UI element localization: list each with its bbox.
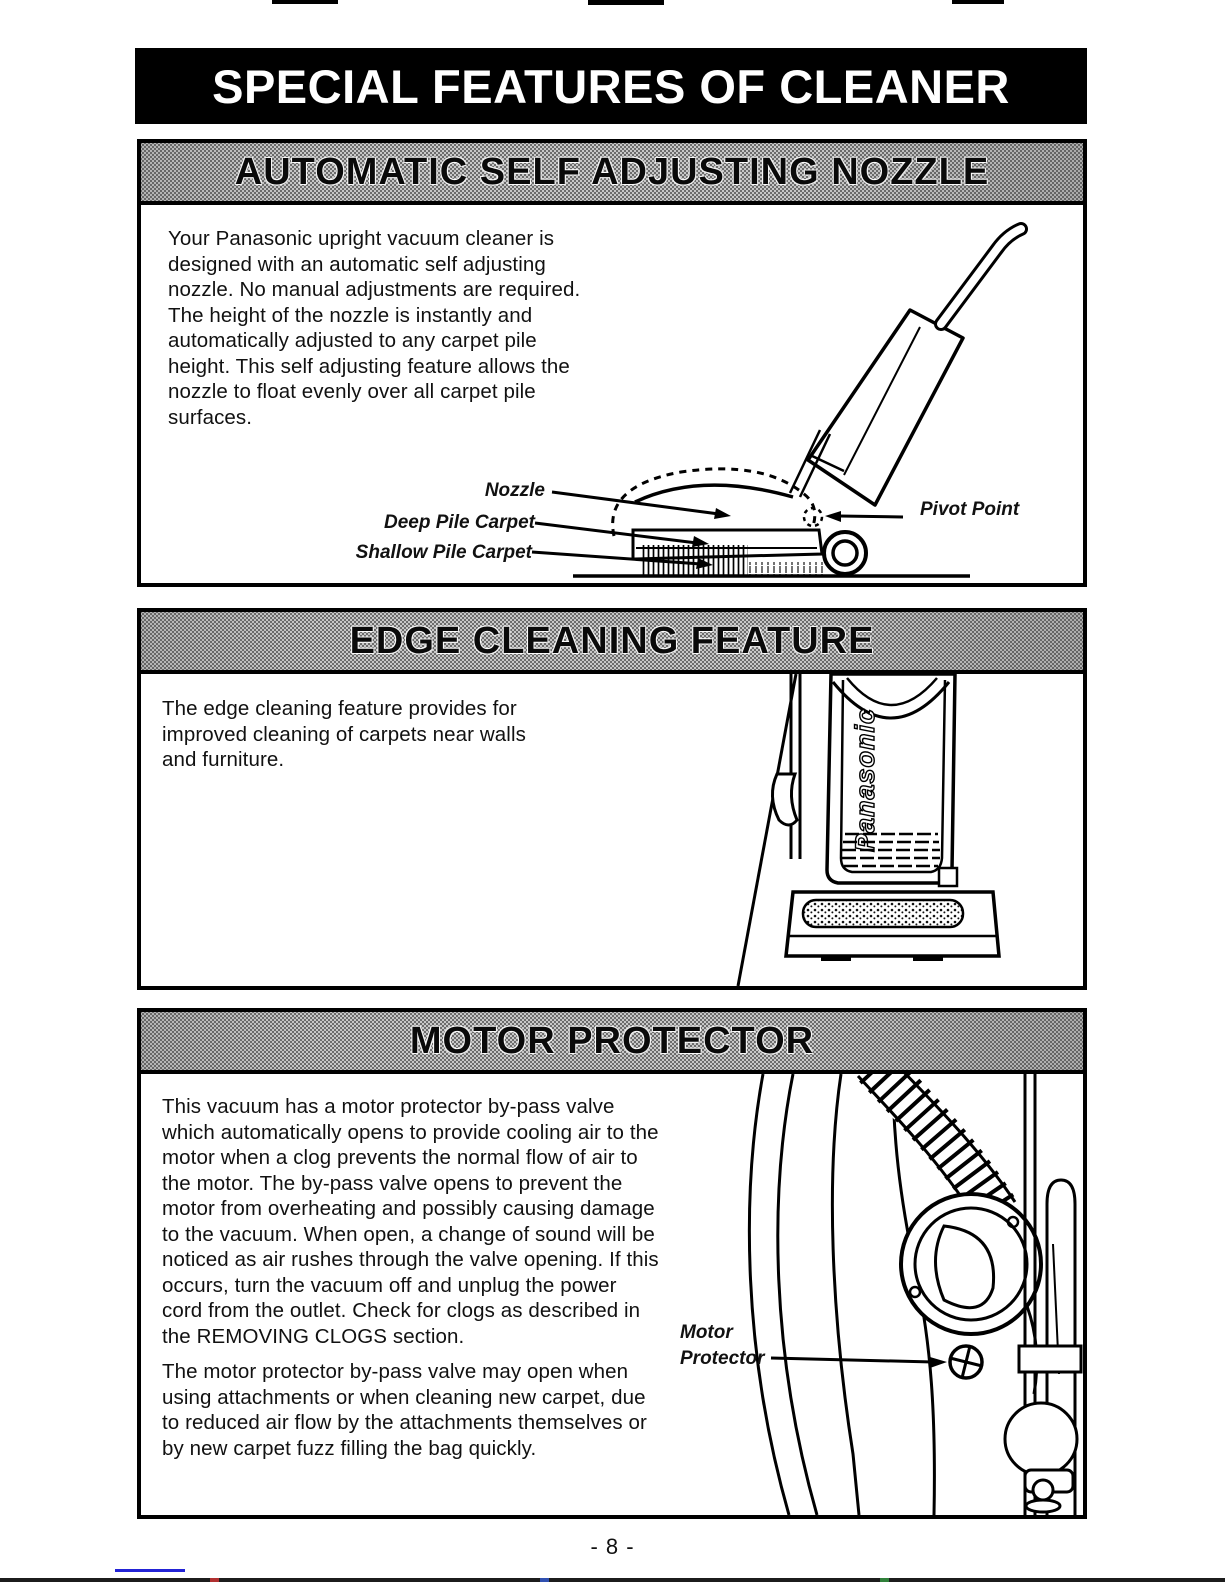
side-view-vacuum-diagram bbox=[141, 205, 1083, 583]
label-nozzle: Nozzle bbox=[484, 480, 545, 501]
scan-noise bbox=[210, 1578, 219, 1582]
scan-edge-line bbox=[0, 1578, 1225, 1582]
section-title: EDGE CLEANING FEATURE bbox=[349, 619, 875, 662]
motor-protector-diagram bbox=[141, 1074, 1083, 1515]
label-motor-protector: Motor Protector bbox=[680, 1322, 765, 1369]
scan-artifact bbox=[952, 0, 1004, 4]
scan-noise bbox=[880, 1578, 889, 1582]
front-view-vacuum-diagram bbox=[141, 674, 1083, 986]
paragraph: This vacuum has a motor protector by-pass valve which automatically opens to provide cooling air to the motor when a clog prevents the normal flow of air to the motor. The by-pass valve opens to prevent the motor from overheating and possibly causing damage to the vacuum. When open, a change of sound will be noticed as air rushes through the valve opening. If this occurs, turn the vacuum off and unplug the power cord from the outlet. Check for clogs as described in the REMOVING CLOGS section. bbox=[162, 1095, 659, 1348]
paragraph: The edge cleaning feature provides for improved cleaning of carpets near walls and furniture. bbox=[162, 697, 526, 771]
label-pivot-point: Pivot Point bbox=[920, 499, 1020, 520]
page-number: - 8 - bbox=[590, 1534, 635, 1559]
blue-scan-mark bbox=[115, 1569, 185, 1572]
page-title: SPECIAL FEATURES OF CLEANER bbox=[212, 59, 1010, 113]
paragraph: The motor protector by-pass valve may open when using attachments or when cleaning new carpet, due to reduced air flow by the attachments themselves or by new carpet fuzz filling the bag quickly. bbox=[162, 1360, 647, 1460]
page-title-banner bbox=[135, 48, 1087, 124]
scan-artifact bbox=[588, 0, 664, 5]
label-deep-pile-carpet: Deep Pile Carpet bbox=[384, 512, 535, 533]
label-shallow-pile-carpet: Shallow Pile Carpet bbox=[355, 542, 532, 563]
section-banner bbox=[141, 1012, 1083, 1074]
section-banner bbox=[141, 612, 1083, 674]
scan-noise bbox=[540, 1578, 549, 1582]
section-title: MOTOR PROTECTOR bbox=[409, 1019, 815, 1062]
scan-artifact bbox=[272, 0, 338, 4]
section-title: AUTOMATIC SELF ADJUSTING NOZZLE bbox=[234, 150, 990, 193]
section-banner bbox=[141, 143, 1083, 205]
panasonic-logo-text: Panasonic bbox=[850, 707, 880, 852]
paragraph: Your Panasonic upright vacuum cleaner is designed with an automatic self adjusting nozzle. No manual adjustments are required. The height of the nozzle is instantly and automatically adjusted to any carpet pile height. This self adjusting feature allows the nozzle to float evenly over all carpet pile surfaces. bbox=[168, 227, 581, 429]
